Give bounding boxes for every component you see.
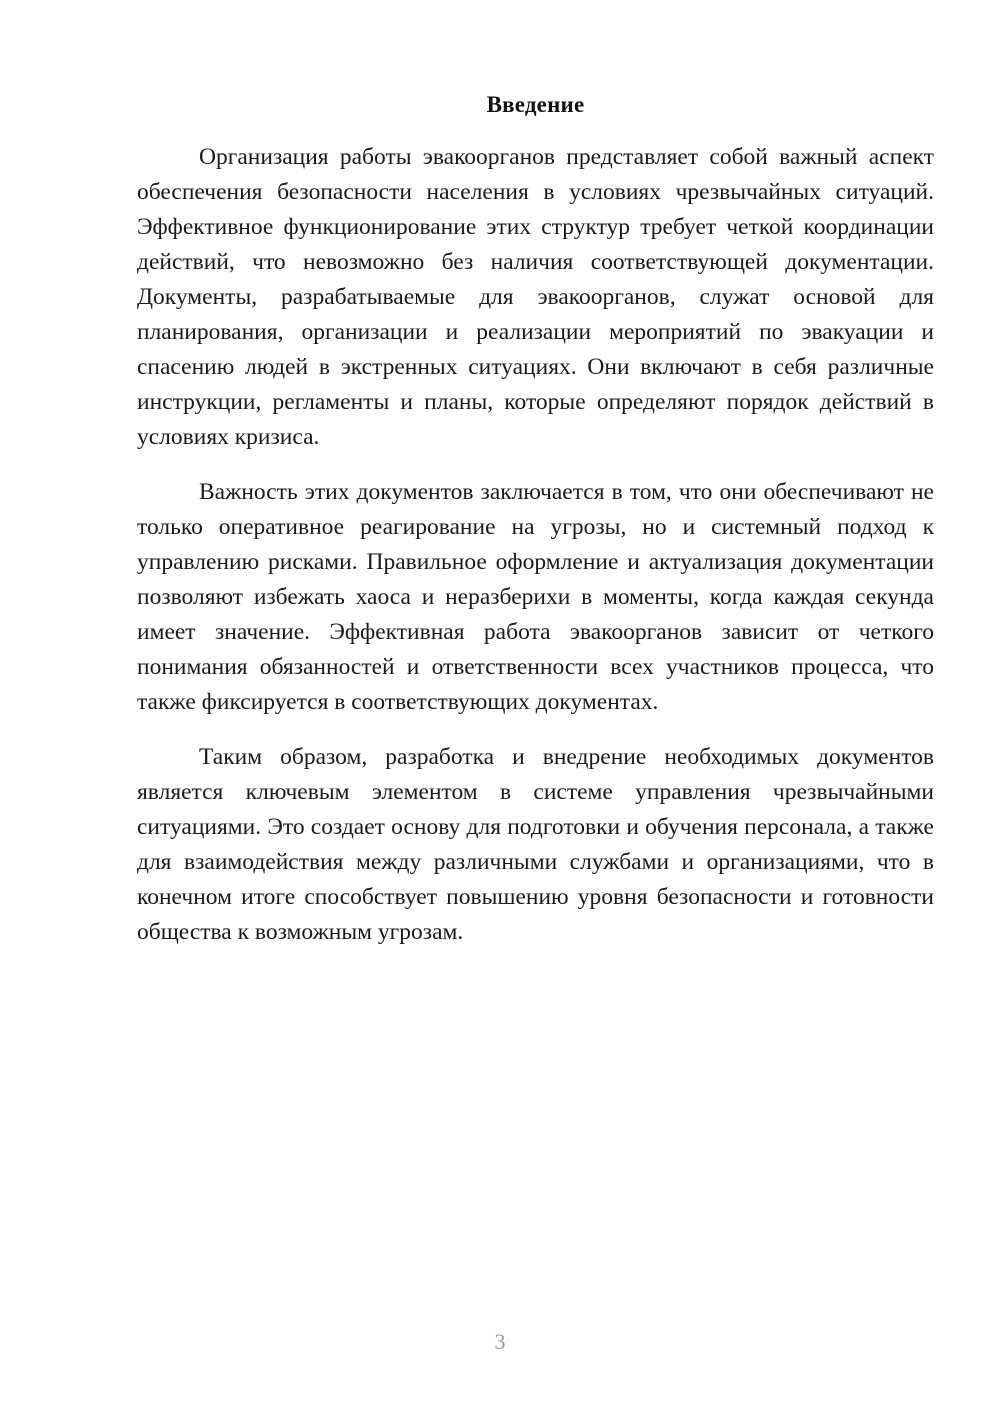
body-paragraph: Таким образом, разработка и внедрение необходимых документов является ключевым элементом в системе управления чрезвычайными ситуациями. Это создает основу для подготовки и обучения персонала, а также для взаимодействия между различными службами и организациями, что в конечном итоге способствует повышению уровня безопасности и готовности общества к возможным угрозам. — [137, 744, 934, 945]
page-number: 3 — [494, 1329, 506, 1354]
body-paragraph: Важность этих документов заключается в том, что они обеспечивают не только оперативное реагирование на угрозы, но и системный подход к управлению рисками. Правильное оформление и актуализация документации позволяют избежать хаоса и неразберихи в моменты, когда каждая секунда имеет значение. Эффективная работа эвакоорганов зависит от четкого понимания обязанностей и ответственности всех участников процесса, что также фиксируется в соответствующих документах. — [137, 479, 934, 715]
page-title: Введение — [486, 92, 585, 117]
body-paragraph: Организация работы эвакоорганов представляет собой важный аспект обеспечения безопасности населения в условиях чрезвычайных ситуаций. Эффективное функционирование этих структур требует четкой координации действий, что невозможно без наличия соответствующей документации. Документы, разрабатываемые для эвакоорганов, служат основой для планирования, организации и реализации мероприятий по эвакуации и спасению людей в экстренных ситуациях. Они включают в себя различные инструкции, регламенты и планы, которые определяют порядок действий в условиях кризиса. — [137, 144, 934, 450]
document-body — [137, 88, 934, 950]
